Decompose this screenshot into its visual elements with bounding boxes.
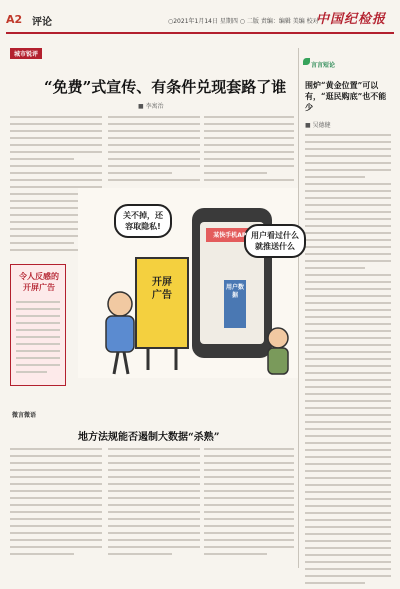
leaf-icon: [303, 58, 310, 65]
billboard-text: 开屏广告: [152, 277, 172, 301]
phone-data-label: 用户数据: [226, 284, 245, 299]
caption: 微言微语: [12, 412, 37, 419]
page-number: A2: [6, 13, 23, 26]
masthead: 中国纪检报: [316, 12, 387, 27]
phone-app-label: 某快手机APP: [213, 232, 251, 239]
section-name: 评论: [32, 17, 52, 28]
sidebar: [298, 48, 397, 568]
comment-box-text: [16, 301, 60, 378]
illustration: [78, 188, 298, 378]
column-3-text: [204, 116, 294, 186]
sidebar-ribbon: 言言短论: [311, 62, 336, 69]
speech-bubble-left: 关不掉，还容取隐私!: [114, 204, 172, 238]
column-2-text: [108, 116, 200, 186]
comment-box-title: 令人反感的开屏广告: [19, 271, 59, 292]
comment-box: [10, 264, 66, 386]
header-rule: [6, 32, 394, 34]
cartoon-illustration: [78, 188, 298, 378]
person-head: [108, 292, 132, 316]
page-header: [0, 0, 400, 46]
sidebar-text: [305, 134, 391, 589]
main-headline: “免费”式宣传、有条件兑现套路了谁: [44, 78, 287, 96]
main-byline: ■ 李寓治: [138, 103, 164, 110]
lower-headline: 地方法规能否遏制大数据“杀熟”: [78, 432, 220, 443]
lower-column-1: [10, 448, 102, 560]
billboard-shape: [136, 258, 188, 348]
lower-column-2: [108, 448, 200, 560]
sidebar-author: ■ 吴德健: [305, 122, 331, 129]
sidebar-headline: 围炉“黄金位置”可以有，“逛民购底”也不能少: [305, 80, 387, 112]
lower-column-3: [204, 448, 294, 560]
speech-bubble-right: 用户看过什么就推送什么: [244, 224, 306, 258]
dateline: ○2021年1月14日 星期四 ○ 二版 责编：编辑 美编 校对: [168, 18, 319, 25]
section-tag: 城市锐评: [10, 48, 42, 59]
